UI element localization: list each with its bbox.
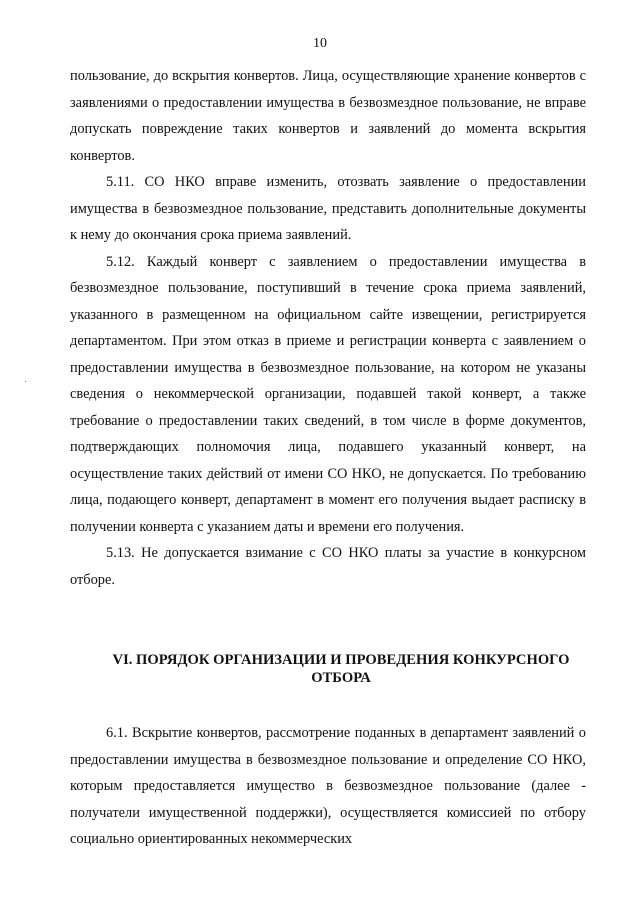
section-6-text — [70, 720, 586, 853]
margin-mark: · — [24, 377, 28, 388]
section-heading-line1: VI. ПОРЯДОК ОРГАНИЗАЦИИ И ПРОВЕДЕНИЯ КОНКУРСНОГО — [112, 652, 570, 668]
paragraph-continuation: пользование, до вскрытия конвертов. Лица, осуществляющие хранение конвертов с заявлениями о предоставлении имущества в безвозмездное пользование, не вправе допускать повреждение таких конвертов и заявлений до момента вскрытия конвертов. — [70, 68, 586, 164]
paragraph-5-12: 5.12. Каждый конверт с заявлением о предоставлении имущества в безвозмездное пользование, поступивший в течение срока приема заявлений, указанного в размещенном на официальном сайте извещении, регистрируется департаментом. При этом отказ в приеме и регистрации конверта с заявлением о предоставлении имущества в безвозмездное пользование, на котором не указаны сведения о некоммерческой организации, подавшей такой конверт, а также требование о предоставлении таких сведений, в том числе в форме документов, подтверждающих полномочия лица, подавшего указанный конверт, на осуществление таких действий от имени СО НКО, не допускается. По требованию лица, подающего конверт, департамент в момент его получения выдает расписку в получении конверта с указанием даты и времени его получения. — [70, 253, 586, 535]
section-heading-line2: ОТБОРА — [311, 670, 371, 686]
paragraph-6-1: 6.1. Вскрытие конвертов, рассмотрение поданных в департамент заявлений о предоставлении имущества в безвозмездное пользование и определение СО НКО, которым предоставляется имущество в безвозмездное пользование (далее - получатели имущественной поддержки), осуществляется комиссией по отбору социально ориентированных некоммерческих — [70, 725, 586, 847]
page-number: 10 — [313, 36, 327, 51]
paragraph-5-13: 5.13. Не допускается взимание с СО НКО платы за участие в конкурсном отборе. — [70, 545, 586, 588]
paragraph-5-11: 5.11. СО НКО вправе изменить, отозвать заявление о предоставлении имущества в безвозмездное пользование, представить дополнительные документы к нему до окончания срока приема заявлений. — [70, 174, 586, 243]
section-5-text — [70, 63, 586, 593]
section-heading — [96, 651, 586, 687]
